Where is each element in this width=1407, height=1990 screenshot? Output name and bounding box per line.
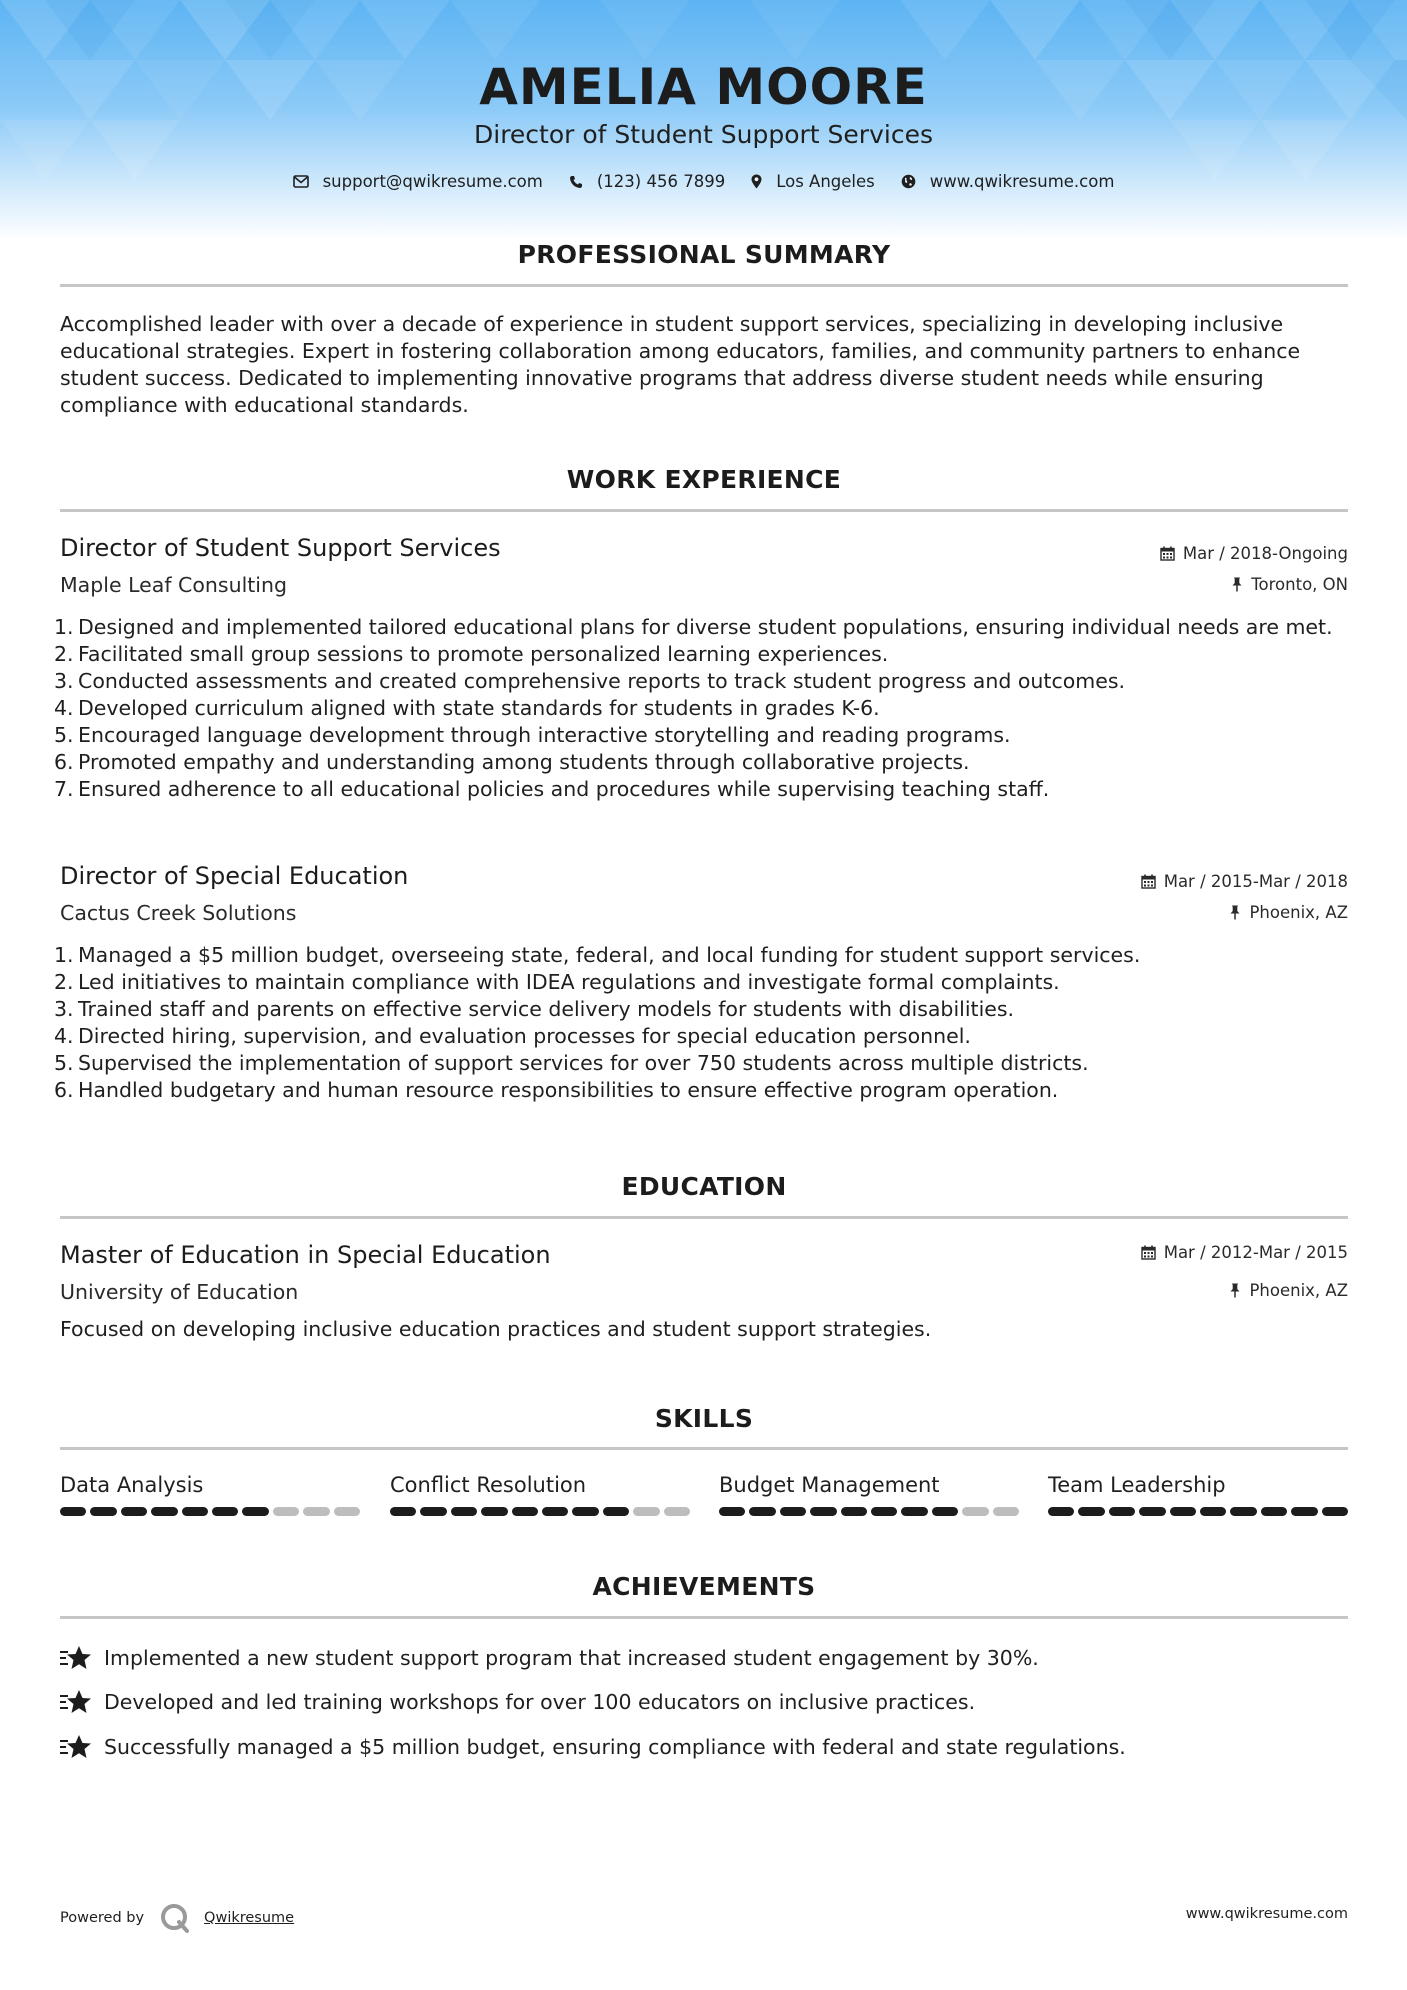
list-item: 7. Ensured adherence to all educational policies and procedures while supervising teaching staff. [54, 777, 1050, 801]
skill-name: Team Leadership [1048, 1473, 1226, 1497]
job-bullets [54, 942, 1350, 1104]
powered-by-label: Powered by [60, 1910, 145, 1926]
pushpin-icon [1229, 905, 1241, 920]
skill-segment-filled [151, 1507, 177, 1516]
job-bullets [54, 614, 1350, 803]
contact-website[interactable] [901, 172, 1115, 191]
experience-heading: WORK EXPERIENCE [566, 465, 842, 494]
job-location-text: Toronto, ON [1251, 575, 1348, 594]
skill-segment-filled [719, 1507, 745, 1516]
candidate-name: AMELIA MOORE [479, 58, 928, 116]
contact-bar [0, 172, 1407, 191]
list-item: 2. Facilitated small group sessions to promote personalized learning experiences. [54, 642, 889, 666]
achievement-item [60, 1645, 1039, 1671]
skill-level-bar [390, 1507, 690, 1516]
skill-segment-filled [749, 1507, 775, 1516]
skill-name: Data Analysis [60, 1473, 204, 1497]
skill-segment-filled [512, 1507, 538, 1516]
skill-segment-empty [993, 1507, 1019, 1516]
skill-segment-filled [1322, 1507, 1348, 1516]
star-award-icon [60, 1689, 104, 1715]
globe-icon [901, 174, 916, 189]
achievements-divider [60, 1616, 1348, 1619]
job-location-text: Phoenix, AZ [1249, 903, 1348, 922]
skill-segment-filled [481, 1507, 507, 1516]
summary-heading: PROFESSIONAL SUMMARY [517, 240, 891, 269]
job-dates-text: Mar / 2015-Mar / 2018 [1163, 872, 1348, 891]
skill-level-bar [60, 1507, 360, 1516]
achievement-text: Successfully managed a $5 million budget, ensuring compliance with federal and state regulations. [104, 1735, 1126, 1759]
achievement-text: Implemented a new student support program that increased student engagement by 30%. [104, 1646, 1039, 1670]
skill-segment-empty [303, 1507, 329, 1516]
experience-divider [60, 509, 1348, 512]
summary-divider [60, 284, 1348, 287]
calendar-icon [1160, 546, 1175, 561]
candidate-role: Director of Student Support Services [474, 120, 933, 149]
school-name: University of Education [60, 1280, 299, 1304]
list-item: 3. Trained staff and parents on effective service delivery models for students with disabilities. [54, 997, 1015, 1021]
education-location [1229, 1281, 1348, 1300]
achievement-text: Developed and led training workshops for over 100 educators on inclusive practices. [104, 1690, 976, 1714]
skill-segment-filled [212, 1507, 238, 1516]
contact-email-text: support@qwikresume.com [322, 172, 543, 191]
list-item: 5. Encouraged language development through interactive storytelling and reading programs. [54, 723, 1011, 747]
job-dates [1160, 544, 1348, 563]
calendar-icon [1141, 874, 1156, 889]
skill-segment-filled [121, 1507, 147, 1516]
skills-heading: SKILLS [654, 1404, 754, 1433]
skill-level-bar [1048, 1507, 1348, 1516]
skill-segment-filled [1170, 1507, 1196, 1516]
job-dates-text: Mar / 2018-Ongoing [1182, 544, 1348, 563]
skill-segment-filled [1200, 1507, 1226, 1516]
degree-title: Master of Education in Special Education [60, 1241, 551, 1269]
skill-segment-empty [962, 1507, 988, 1516]
skill-item [60, 1473, 360, 1516]
contact-location-text: Los Angeles [776, 172, 875, 191]
contact-phone[interactable] [569, 172, 725, 191]
qwikresume-link[interactable]: Qwikresume [204, 1910, 295, 1926]
star-award-icon [60, 1734, 104, 1760]
job-title: Director of Student Support Services [60, 534, 501, 562]
skill-segment-filled [451, 1507, 477, 1516]
list-item: 4. Directed hiring, supervision, and evaluation processes for special education personnel. [54, 1024, 971, 1048]
achievement-item [60, 1734, 1126, 1760]
skill-segment-filled [1291, 1507, 1317, 1516]
skill-segment-filled [1078, 1507, 1104, 1516]
pushpin-icon [1231, 577, 1243, 592]
list-item: 3. Conducted assessments and created comprehensive reports to track student progress and outcomes. [54, 669, 1126, 693]
skill-segment-filled [1048, 1507, 1074, 1516]
skill-name: Conflict Resolution [390, 1473, 587, 1497]
skill-segment-filled [901, 1507, 927, 1516]
job-location [1229, 903, 1348, 922]
skill-level-bar [719, 1507, 1019, 1516]
footer-website[interactable]: www.qwikresume.com [1185, 1906, 1348, 1922]
list-item: 1. Managed a $5 million budget, overseeing state, federal, and local funding for student support services. [54, 943, 1141, 967]
contact-location [751, 172, 875, 191]
skill-segment-empty [633, 1507, 659, 1516]
skill-item [390, 1473, 690, 1516]
skill-segment-filled [1230, 1507, 1256, 1516]
skill-segment-filled [572, 1507, 598, 1516]
skill-segment-filled [390, 1507, 416, 1516]
skill-segment-filled [542, 1507, 568, 1516]
skill-segment-filled [182, 1507, 208, 1516]
job-title: Director of Special Education [60, 862, 409, 890]
list-item: 6. Handled budgetary and human resource responsibilities to ensure effective program operation. [54, 1078, 1059, 1102]
education-dates [1141, 1243, 1348, 1262]
skill-segment-empty [334, 1507, 360, 1516]
skill-segment-filled [242, 1507, 268, 1516]
phone-icon [569, 175, 583, 189]
skill-segment-filled [60, 1507, 86, 1516]
education-heading: EDUCATION [621, 1172, 787, 1201]
skill-segment-filled [871, 1507, 897, 1516]
skills-divider [60, 1447, 1348, 1450]
contact-website-text: www.qwikresume.com [929, 172, 1115, 191]
list-item: 5. Supervised the implementation of support services for over 750 students across multiple districts. [54, 1051, 1089, 1075]
skill-segment-empty [273, 1507, 299, 1516]
pushpin-icon [1229, 1283, 1241, 1298]
skill-segment-filled [420, 1507, 446, 1516]
list-item: 4. Developed curriculum aligned with state standards for students in grades K-6. [54, 696, 880, 720]
skill-segment-empty [664, 1507, 690, 1516]
job-dates [1141, 872, 1348, 891]
map-marker-icon [751, 174, 762, 189]
skill-item [1048, 1473, 1348, 1516]
calendar-icon [1141, 1245, 1156, 1260]
skill-segment-filled [780, 1507, 806, 1516]
achievement-item [60, 1689, 975, 1715]
skill-segment-filled [90, 1507, 116, 1516]
contact-email[interactable] [293, 172, 543, 191]
education-dates-text: Mar / 2012-Mar / 2015 [1163, 1243, 1348, 1262]
education-location-text: Phoenix, AZ [1249, 1281, 1348, 1300]
skill-item [719, 1473, 1019, 1516]
footer-powered-by [60, 1903, 294, 1933]
contact-phone-text: (123) 456 7899 [596, 172, 726, 191]
job-location [1231, 575, 1348, 594]
job-company: Maple Leaf Consulting [60, 573, 288, 597]
skill-segment-filled [1261, 1507, 1287, 1516]
job-company: Cactus Creek Solutions [60, 901, 297, 925]
star-award-icon [60, 1645, 104, 1671]
skill-segment-filled [810, 1507, 836, 1516]
skill-name: Budget Management [719, 1473, 940, 1497]
skill-segment-filled [1139, 1507, 1165, 1516]
skill-segment-filled [932, 1507, 958, 1516]
list-item: 2. Led initiatives to maintain compliance with IDEA regulations and investigate formal complaints. [54, 970, 1060, 994]
qwikresume-logo-icon [160, 1903, 190, 1933]
skill-segment-filled [841, 1507, 867, 1516]
achievements-heading: ACHIEVEMENTS [592, 1572, 816, 1601]
education-divider [60, 1216, 1348, 1219]
envelope-icon [293, 175, 309, 188]
skill-segment-filled [1109, 1507, 1135, 1516]
list-item: 6. Promoted empathy and understanding among students through collaborative projects. [54, 750, 970, 774]
education-description: Focused on developing inclusive education practices and student support strategies. [60, 1317, 932, 1341]
skill-segment-filled [603, 1507, 629, 1516]
list-item: 1. Designed and implemented tailored educational plans for diverse student populations, ensuring individual needs are met. [54, 615, 1333, 639]
summary-text: Accomplished leader with over a decade of experience in student support services, specializing in developing inclusive educational strategies. Expert in fostering collaboration among educators, families, and community partners to enhance student success. Dedicated to implementing innovative programs that address diverse student needs while ensuring compliance with educational standards. [60, 312, 1301, 417]
